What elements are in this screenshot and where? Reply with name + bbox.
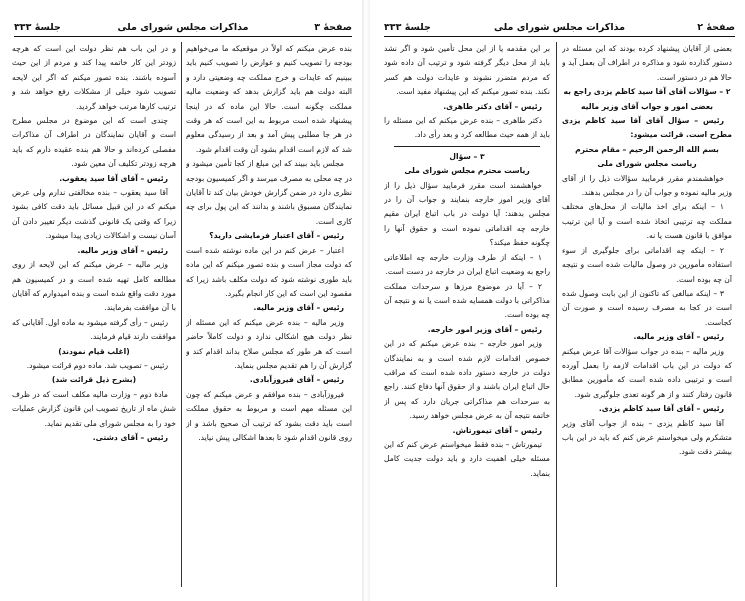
paragraph: مادهٔ دوم – وزارت مالیه مکلف است که در ظرف شش ماه از تاریخ تصویب این قانون گزارش عملیات خود را به مجلس شورای ملی تقدیم نماید. (12, 389, 176, 428)
paragraph: بنده عرض میکنم که اولاً در موقعیکه ما می‌خواهیم بودجه را تصویب کنیم و عوارض را تصویب کنیم باید ببینیم که عایدات و خرج مملکت چه وضعیتی دارد و البته دولت هم باید گزارش بدهد که وضعیت مالیه مملکت چگونه است. حالا این ماده که در اینجا پیشنهاد شده است مربوط به این است که هر وقت در هر جا مطلبی پیش آمد و بعد از رسیدگی معلوم شد که لازم است اقدام بشود آن وقت اقدام شود. (186, 44, 352, 154)
paragraph: رئیس – رأی گرفته میشود به ماده اول. آقایانی که موافقت دارند قیام فرمایند. (12, 317, 176, 342)
speaker-line: رئیس – آقای اعتبار فرمایشی دارید؟ (209, 231, 344, 241)
paragraph: وزیر امور خارجه – بنده عرض میکنم که در این خصوص اقدامات لازم شده است و به نمایندگان دولت در خارجه دستور داده شده است که مراقب حال اتباع ایران باشند و از حقوق آنها دفاع کنند. راجع به سرحدات هم مذاکراتی جریان دارد که پس از خاتمه نتیجه آن به عرض مجلس خواهد رسید. (384, 339, 550, 421)
left-page-right-column (186, 42, 352, 587)
question-item: ۳ – اینکه مبالغی که تاکنون از این بابت وصول شده است در کجا به مصرف رسیده است و صورت آن کجاست. (562, 288, 732, 327)
paragraph: وزیر مالیه – بنده عرض میکنم که این مسئله از نظر دولت هیچ اشکالی ندارد و دولت کاملاً حاضر است که هر طور که مجلس صلاح بداند اقدام کند و گزارش آن را هم تقدیم مجلس بنماید. (186, 317, 352, 370)
paragraph: خواهشمند است مقرر فرمایید سؤال ذیل را از آقای وزیر امور خارجه بنمایند و جواب آن را در مجلس بدهند: آیا دولت در باب اتباع ایران مقیم خارجه چه اقداماتی نموده است و حقوق آنها را چگونه حفظ میکند؟ (384, 180, 550, 248)
question-item: ۱ – اینکه از طرف وزارت خارجه چه اطلاعاتی راجع به وضعیت اتباع ایران در خارجه در دست است. (384, 252, 550, 277)
right-page-title: مذاکرات مجلس شورای ملی (494, 22, 625, 33)
speaker-line: رئیس – آقای دشتی. (92, 432, 168, 442)
speaker-line: رئیس – سؤال آقای آقا سید کاظم یزدی مطرح است. قرائت میشود: (562, 116, 732, 140)
paragraph: خواهشمندم مقرر فرمایید سؤالات ذیل را از آقای وزیر مالیه نموده و جواب آن را در مجلس بدهند. (562, 173, 732, 198)
paragraph: فیروزآبادی – بنده موافقم و عرض میکنم که چون این مسئله مهم است و مربوط به حقوق مملکت است باید دقت بشود که ترتیب آن صحیح باشد و از روی قانون اقدام شود تا بعدها اشکالی پیش نیاید. (186, 389, 352, 442)
speaker-line: رئیس – آقای فیروزآبادی. (249, 375, 344, 385)
column-divider (556, 42, 557, 587)
question-item: ۲ – اینکه چه اقداماتی برای جلوگیری از سوء استفاده مأمورین در وصول مالیات شده است و نتیجه آن چه بوده است. (562, 245, 732, 284)
section-divider (394, 146, 540, 147)
right-page-session: جلسهٔ ۳۳۳ (384, 22, 431, 33)
paragraph: آقا سید کاظم یزدی – بنده از جواب آقای وزیر متشکرم ولی میخواستم عرض کنم که باید در این باب بیشتر دقت شود. (562, 418, 732, 457)
left-page-title: مذاکرات مجلس شورای ملی (117, 22, 249, 33)
book-gutter (362, 0, 370, 601)
question-item: ۱ – اینکه برای اخذ مالیات از محل‌های مختلف مملکت چه ترتیبی اتخاذ شده است و آیا این ترتیب موافق با قانون هست یا نه. (562, 202, 732, 241)
left-page-number: صفحهٔ ۳ (314, 22, 352, 33)
speaker-line: رئیس – آقای آقا سید یعقوب. (59, 173, 168, 183)
speaker-line: رئیس – آقای وزیر امور خارجه. (427, 324, 542, 334)
paragraph: مجلس باید ببیند که این مبلغ از کجا تأمین میشود و در چه محلی به مصرف میرسد و اگر کمیسیون بودجه نظری دارد در ضمن گزارش خودش بیان کند تا آقایان نمایندگان مسبوق باشند و بدانند که این پول برای چه کاری است. (186, 159, 352, 226)
paragraph: آقا سید یعقوب – بنده مخالفتی ندارم ولی عرض میکنم که در این قبیل مسائل باید دقت کافی بشود زیرا که وقتی یک قانونی گذشت دیگر تغییر دادن آن آسان نیست و اشکالات زیادی پیدا میشود. (12, 188, 176, 241)
speaker-line: رئیس – آقای وزیر مالیه. (253, 303, 344, 313)
left-page (0, 0, 362, 601)
section-heading: ۲ – سؤالات آقای آقا سید کاظم یزدی راجع به بعضی امور و جواب آقای وزیر مالیه (563, 87, 731, 111)
left-page-header (14, 22, 352, 37)
paragraph: چندی است که این موضوع در مجلس مطرح است و آقایان نمایندگان در اطراف آن مذاکرات مفصلی کرده‌اند و حالا هم بنده عقیده دارم که باید هرچه زودتر تکلیف آن معین شود. (12, 116, 176, 169)
right-page-header (384, 22, 735, 37)
paragraph: وزیر مالیه – بنده در جواب سؤالات آقا عرض میکنم که دولت در این باب اقدامات لازمه را بعمل آورده است و ترتیبی داده شده است که مأمورین مطابق قانون رفتار کنند و از هر گونه تعدی جلوگیری شود. (562, 346, 732, 399)
speaker-line: رئیس – آقای وزیر مالیه. (77, 245, 168, 255)
column-divider (181, 42, 182, 587)
paragraph: اعتبار – عرض کنم در این ماده نوشته شده است که دولت مجاز است و بنده تصور میکنم که این ماده باید طوری نوشته شود که دولت مکلف باشد زیرا که مقصود این است که این کار انجام بگیرد. (186, 245, 352, 298)
speaker-line: رئیس – آقای آقا سید کاظم یزدی. (598, 404, 724, 414)
paragraph: بر این مقدمه یا از این محل تأمین شود و اگر نشد باید از محل دیگر گرفته شود و ترتیب آن داده شود که مردم متضرر نشوند و عایدات دولت هم کسر نکند. بنده تصور میکنم که این پیشنهاد مفید است. (384, 44, 550, 97)
question-item: ۲ – آیا در موضوع مرزها و سرحدات مملکت مذاکراتی با دولت همسایه شده است یا نه و نتیجه آن چه بوده است. (384, 281, 550, 320)
paragraph: رئیس – تصویب شد. ماده دوم قرائت میشود. (26, 360, 168, 370)
right-page-right-column (562, 42, 732, 587)
speaker-line: رئیس – آقای وزیر مالیه. (633, 332, 724, 342)
paragraph: تیمورتاش – بنده فقط میخواستم عرض کنم که این مسئله خیلی اهمیت دارد و باید دولت جدیت کامل بنماید. (384, 439, 550, 478)
paragraph: وزیر مالیه – عرض میکنم که این لایحه از روی مطالعه کامل تهیه شده است و در کمیسیون هم مورد دقت واقع شده است و بنده امیدوارم که آقایان با آن موافقت بفرمایند. (12, 260, 176, 313)
right-page-left-column (384, 42, 550, 587)
note-line: (اغلب قیام نمودند) (58, 346, 130, 356)
section-heading: ۳ – سؤال (449, 151, 485, 161)
paragraph: دکتر طاهری – بنده عرض میکنم که این مسئله را باید از همه حیث مطالعه کرد و بعد رأی داد. (384, 116, 550, 140)
right-page (370, 0, 745, 601)
letter-salutation: ریاست محترم مجلس شورای ملی (404, 166, 530, 176)
paragraph: بعضی از آقایان پیشنهاد کرده بودند که این مسئله در دستور گذارده شود و مذاکره در اطراف آن بعمل آید و حالا هم در دستور است. (562, 44, 732, 82)
right-page-number: صفحهٔ ۲ (697, 22, 735, 33)
left-page-left-column (12, 42, 176, 587)
left-page-session: جلسهٔ ۳۳۳ (14, 22, 61, 33)
letter-salutation: بسم الله الرحمن الرحیم – مقام محترم ریاست مجلس شورای ملی (575, 144, 719, 169)
paragraph: و در این باب هم نظر دولت این است که هرچه زودتر این کار خاتمه پیدا کند و مردم از این حیث آسوده باشند. بنده تصور میکنم که اگر این لایحه تصویب شود خیلی از مشکلات رفع خواهد شد و ترتیب کارها مرتب خواهد گردید. (12, 44, 176, 111)
speaker-line: رئیس – آقای دکتر طاهری. (443, 101, 542, 111)
speaker-line: رئیس – آقای تیمورتاش. (452, 425, 542, 435)
note-line: (بشرح ذیل قرائت شد) (51, 375, 137, 385)
